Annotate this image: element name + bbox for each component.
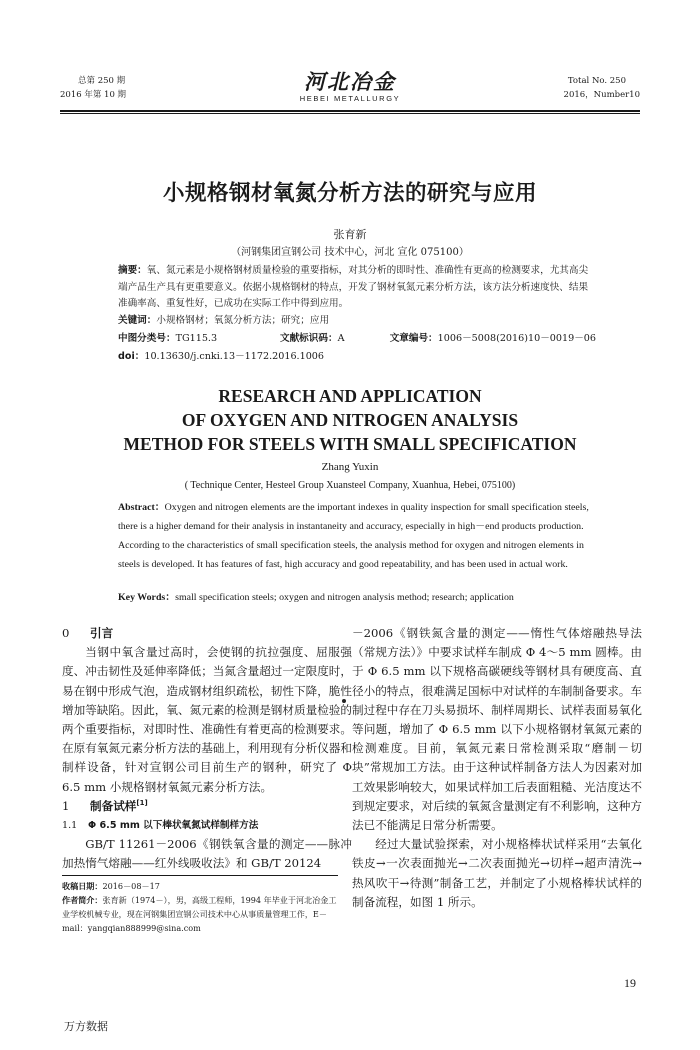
clc-field <box>118 333 217 344</box>
keywords-en-label: Key Words： <box>118 592 176 603</box>
abstract-en <box>118 498 596 574</box>
database-watermark: 万方数据 <box>64 1020 108 1033</box>
header-rule-thin <box>60 113 640 114</box>
section-heading-samples <box>62 797 352 816</box>
author-en: Zhang Yuxin <box>321 461 379 473</box>
journal-logo <box>300 70 400 104</box>
paper-title-en <box>0 384 700 456</box>
doc-code-value: A <box>337 333 345 344</box>
received-value: 2016－08－17 <box>102 881 160 891</box>
subsection-title: Φ 6.5 mm 以下棒状氧氮试样制样方法 <box>88 820 259 832</box>
section-heading-intro <box>62 624 352 643</box>
section-number: 1 <box>62 798 70 813</box>
subsection-heading <box>62 816 352 835</box>
section-title: 制备试样 <box>90 798 137 813</box>
total-issue-cn: 总第 250 期 <box>78 76 126 86</box>
title-en-line-2: OF OXYGEN AND NITROGEN ANALYSIS <box>181 410 519 430</box>
keywords-cn-text: 小规格钢材；氧氮分析方法；研究；应用 <box>156 314 330 326</box>
abstract-en-text: Oxygen and nitrogen elements are the important indexes in quality inspection for small specification steels, there is a higher demand for their analysis in instantaneity and accuracy, especially in high－end products production. According to the characteristics of small specification steels, the analysis method for oxygen and nitrogen elements in steels is developed. It has features of fast, high accuracy and good repeatability, and has been used in actual work. <box>118 502 589 570</box>
article-no-label: 文章编号： <box>389 333 438 344</box>
section-number: 0 <box>62 626 70 640</box>
footnote <box>62 879 338 935</box>
year-issue-en: 2016，Number10 <box>563 90 640 100</box>
keywords-cn-label: 关键词： <box>118 314 157 326</box>
doi-value: 10.13630/j.cnki.13－1172.2016.1006 <box>144 351 325 362</box>
keywords-en <box>118 589 596 603</box>
header-left <box>60 74 126 102</box>
author-cn: 张育新 <box>333 228 367 241</box>
total-issue-en: Total No. 250 <box>567 76 626 86</box>
title-en-line-1: RESEARCH AND APPLICATION <box>218 386 482 406</box>
bio-label: 作者简介： <box>62 895 103 905</box>
paragraph-continued: －2006《钢铁氮含量的测定——惰性气体熔融热导法（常规方法）》中要求试样车制成 Φ 4～5 mm 圆棒。由于 Φ 6.5 mm 以下规格高碳硬线等钢材具有硬度高、直径小的特点，很难满足国标中对试样的车制制备要求。车制过程中存在刀头易损坏、制样周期长、试样表面易氧化等问题，增加了 Φ 6.5 mm 以下小规格钢材氧氮元素的检测难度。目前，氧氮元素日常检测采取“磨制－切块”常规加工方法。由于这种试样制备方法人为因素对加工效果影响较大，如果试样加工后表面粗糙、光洁度达不到规定要求，对后续的氧氮含量测定有不利影响，这种方法已不能满足日常分析需要。 <box>352 626 642 833</box>
doc-code-field <box>280 331 345 348</box>
journal-name-en: HEBEI METALLURGY <box>299 94 401 103</box>
journal-name-cn: 河北冶金 <box>303 69 396 94</box>
doi-line <box>118 348 324 362</box>
abstract-en-label: Abstract： <box>118 502 165 513</box>
abstract-cn <box>118 263 596 329</box>
keywords-en-text: small specification steels; oxygen and nitrogen analysis method; research; application <box>175 592 514 603</box>
header-right <box>564 74 640 102</box>
clc-value: TG115.3 <box>175 333 218 344</box>
article-no-field <box>390 331 596 348</box>
paragraph: 当钢中氧含量过高时，会使钢的抗拉强度、屈服强度、冲击韧性及延伸率降低；当氮含量超过一定限度时，易在钢中形成气泡，造成钢材组织疏松，韧性下降，脆性增加等缺陷。因此，氧、氮元素的检测是钢材质量检验的两个重要指标，对即时性、准确性有着更高的检测要求。在原有氧氮元素分析方法的基础上，利用现有分析仪器和制样设备，针对宣钢公司目前生产的钢种，研究了 Φ 6.5 mm 小规格钢材氧氮元素分析方法。 <box>62 645 352 794</box>
author-bio <box>62 893 338 935</box>
affiliation-cn: （河钢集团宣钢公司 技术中心，河北 宣化 075100） <box>231 247 469 258</box>
header-rule <box>60 110 640 112</box>
received-label: 收稿日期： <box>62 881 103 891</box>
classification-row <box>118 331 596 348</box>
page-number: 19 <box>624 976 636 990</box>
paper-title-cn: 小规格钢材氧氮分析方法的研究与应用 <box>162 181 537 206</box>
abstract-cn-label: 摘要： <box>118 265 147 276</box>
citation-ref: [1] <box>136 798 148 807</box>
subsection-number: 1.1 <box>62 820 78 832</box>
doi-label: doi： <box>118 351 145 362</box>
footnote-rule <box>62 875 338 876</box>
paragraph: GB/T 11261－2006《钢铁氧含量的测定——脉冲加热惰气熔融——红外线吸收法》和 GB/T 20124 <box>62 837 352 871</box>
article-no-value: 1006－5008(2016)10－0019－06 <box>437 333 596 344</box>
scan-speck <box>342 699 346 703</box>
paragraph: 经过大量试验探索，对小规格棒状试样采用“去氧化铁皮→一次表面抛光→二次表面抛光→切样→超声清洗→热风吹干→待测”制备工艺，并制定了小规格棒状试样的制备流程，如图 1 所示。 <box>352 837 642 909</box>
running-header <box>60 69 640 108</box>
affiliation-en: ( Technique Center, Hesteel Group Xuansteel Company, Xuanhua, Hebei, 075100) <box>184 480 516 491</box>
section-title: 引言 <box>90 626 114 640</box>
bio-text: 张育新（1974－），男，高级工程师，1994 年毕业于河北冶金工业学校机械专业，现在河钢集团宣钢公司技术中心从事质量管理工作，E－mail：yangqian888999@sina.com <box>62 895 337 933</box>
body-column-left <box>62 624 352 874</box>
body-column-right <box>352 624 642 912</box>
doc-code-label: 文献标识码： <box>280 333 338 344</box>
year-issue-cn: 2016 年第 10 期 <box>60 90 127 100</box>
title-en-line-3: METHOD FOR STEELS WITH SMALL SPECIFICATION <box>123 434 577 454</box>
clc-label: 中图分类号： <box>118 333 176 344</box>
received-date <box>62 879 338 893</box>
abstract-cn-text: 氧、氮元素是小规格钢材质量检验的重要指标，对其分析的即时性、准确性有更高的检测要求，尤其高尖端产品生产具有更重要意义。依据小规格钢材的特点，开发了钢材氧氮元素分析方法，该方法分析速度快、结果准确率高、重复性好，已成功在实际工作中得到应用。 <box>118 265 589 310</box>
